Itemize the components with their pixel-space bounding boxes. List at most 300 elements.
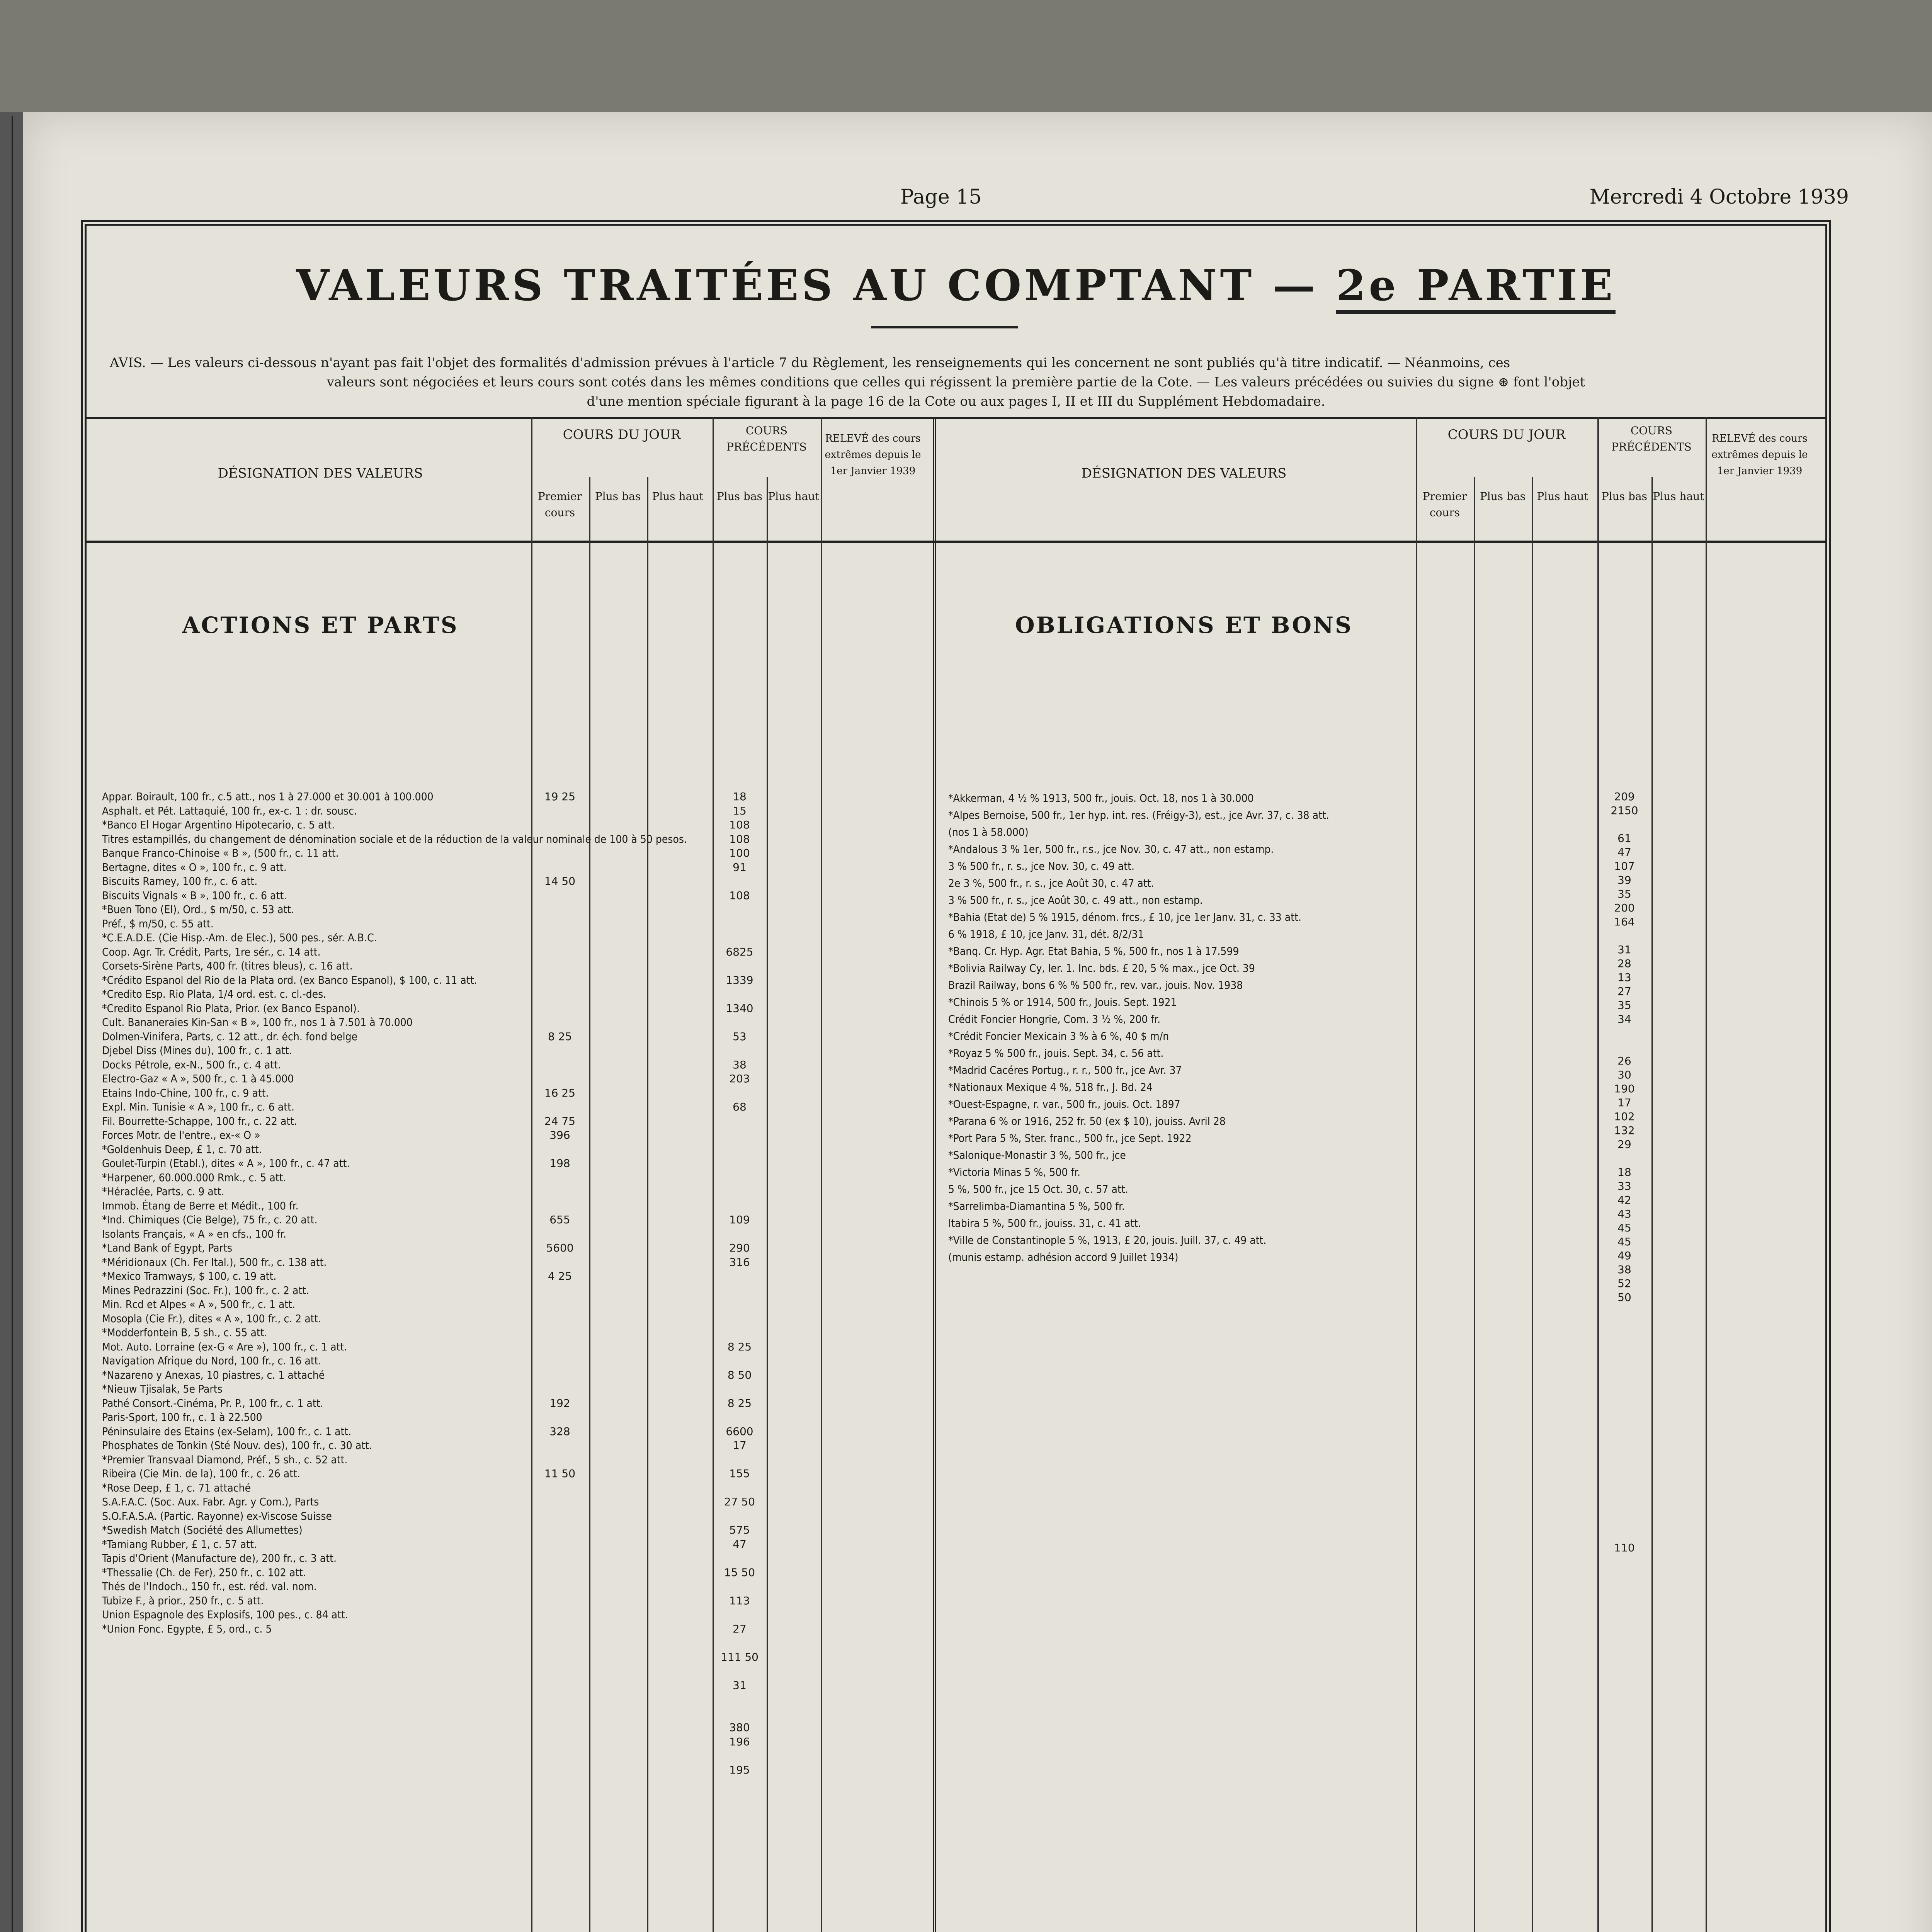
table-row: Pathé Consort.-Cinéma, Pr. P., 100 fr., c. 1 att.: [102, 1396, 323, 1410]
table-row: Banque Franco-Chinoise « B », (500 fr., c. 11 att.: [102, 847, 339, 859]
prev-price-cell: [1597, 929, 1651, 943]
prev-price-cell: [713, 1777, 767, 1791]
prev-price-cell: 196: [729, 1735, 750, 1748]
first-price-cell: [531, 945, 589, 959]
prev-price-cell: 109: [729, 1213, 750, 1226]
prev-price-cell: [713, 1156, 767, 1171]
prev-price-cell: [1597, 1151, 1651, 1165]
first-price-cell: [531, 1044, 589, 1058]
prev-price-cell: 34: [1617, 1013, 1631, 1026]
table-row: *Alpes Bernoise, 500 fr., 1er hyp. int. res. (Fréigy-3), est., jce Avr. 37, c. 38 att.: [948, 809, 1329, 821]
prev-price-cell: 8 25: [727, 1340, 752, 1353]
prev-price-cell: 108: [729, 889, 750, 902]
table-row: Isolants Français, « A » en cfs., 100 fr.: [102, 1227, 287, 1240]
prev-price-cell: [713, 1664, 767, 1679]
table-row: *Ouest-Espagne, r. var., 500 fr., jouis. Oct. 1897: [948, 1098, 1180, 1111]
avis-line-2: valeurs sont négociées et leurs cours sont cotés dans les mêmes conditions que celles qui régissent la première partie de la Cote. — Les valeurs précédées ou suivies du signe ⊛ font l'objet: [327, 374, 1585, 390]
first-price-cell: [531, 1340, 589, 1354]
prev-price-cell: 27: [733, 1622, 747, 1635]
table-row: *Akkerman, 4 ½ % 1913, 500 fr., jouis. Oct. 18, nos 1 à 30.000: [948, 792, 1254, 804]
table-row: Mines Pedrazzini (Soc. Fr.), 100 fr., c. 2 att.: [102, 1284, 310, 1297]
table-row: *Victoria Minas 5 %, 500 fr.: [948, 1166, 1081, 1179]
first-price-cell: 396: [549, 1129, 570, 1141]
prev-price-cell: [713, 903, 767, 917]
prev-price-cell: [1597, 1416, 1651, 1430]
prev-price-cell: [713, 1015, 767, 1030]
first-price-cell: [531, 931, 589, 945]
first-price-cell: [531, 1015, 589, 1030]
table-row: Biscuits Ramey, 100 fr., c. 6 att.: [102, 875, 258, 888]
col-rule: [767, 477, 768, 1932]
table-header-rule: [87, 541, 1825, 543]
prev-price-cell: 132: [1614, 1124, 1635, 1137]
prev-price-cell: 33: [1617, 1180, 1631, 1192]
title-part: 2e PARTIE: [1336, 260, 1616, 314]
prev-price-cell: [1597, 1318, 1651, 1332]
prev-price-cell: [713, 1171, 767, 1185]
table-row: *Parana 6 % or 1916, 252 fr. 50 (ex $ 10), jouiss. Avril 28: [948, 1115, 1226, 1128]
prev-price-cell: [713, 1199, 767, 1213]
table-row: Paris-Sport, 100 fr., c. 1 à 22.500: [102, 1411, 262, 1423]
table-row: Expl. Min. Tunisie « A », 100 fr., c. 6 att.: [102, 1100, 294, 1113]
prev-price-cell: [1597, 1458, 1651, 1471]
first-price-cell: [531, 832, 589, 847]
table-row: Etains Indo-Chine, 100 fr., c. 9 att.: [102, 1086, 269, 1099]
prev-price-cell: 49: [1617, 1249, 1631, 1262]
prev-price-cell: 38: [1617, 1263, 1631, 1276]
first-price-cell: [531, 917, 589, 931]
prev-price-cell: [713, 1227, 767, 1242]
first-price-cell: 11 50: [544, 1467, 576, 1480]
page-number: Page 15: [900, 185, 982, 209]
title-rule: [871, 326, 1018, 328]
first-price-cell: 655: [549, 1213, 570, 1226]
first-price-cell: [531, 1326, 589, 1340]
first-price-cell: [531, 1298, 589, 1312]
prev-price-cell: 6825: [726, 945, 753, 958]
right-cours-du-jour-header: COURS DU JOUR: [1447, 427, 1566, 442]
first-price-cell: [531, 1368, 589, 1383]
prev-price-cell: [713, 931, 767, 945]
right-premier-cours-header: Premier cours: [1422, 490, 1467, 519]
first-price-cell: [531, 1495, 589, 1509]
actions-prev-price-column: [713, 790, 767, 1805]
first-price-cell: [531, 804, 589, 818]
first-price-cell: 328: [549, 1425, 570, 1438]
first-price-cell: [531, 1551, 589, 1566]
prev-price-cell: [1597, 1360, 1651, 1374]
table-row: *Union Fonc. Egypte, £ 5, ord., c. 5: [102, 1622, 272, 1635]
prev-price-cell: 290: [729, 1242, 750, 1254]
first-price-cell: [531, 889, 589, 903]
prev-price-cell: 107: [1614, 860, 1635, 872]
left-cours-du-jour-header: COURS DU JOUR: [563, 427, 681, 442]
page-title: [87, 260, 1825, 310]
prev-price-cell: [713, 1636, 767, 1650]
left-cours-precedents-header: COURS PRÉCÉDENTS: [726, 424, 807, 453]
table-row: *Buen Tono (El), Ord., $ m/50, c. 53 att.: [102, 903, 294, 916]
prev-price-cell: 155: [729, 1467, 750, 1480]
prev-price-cell: 53: [733, 1030, 747, 1043]
prev-price-cell: 8 50: [727, 1368, 752, 1381]
table-row: Préf., $ m/50, c. 55 att.: [102, 917, 214, 930]
table-row: Brazil Railway, bons 6 % % 500 fr., rev. var., jouis. Nov. 1938: [948, 979, 1243, 992]
prev-price-cell: 29: [1617, 1138, 1631, 1151]
first-price-cell: [531, 1354, 589, 1368]
prev-price-cell: [713, 1551, 767, 1566]
prev-price-cell: [713, 1269, 767, 1284]
prev-price-cell: [713, 1044, 767, 1058]
prev-price-cell: 203: [729, 1072, 750, 1085]
first-price-cell: [531, 818, 589, 832]
table-row: *Thessalie (Ch. de Fer), 250 fr., c. 102 att.: [102, 1566, 306, 1579]
prev-price-cell: [713, 1692, 767, 1707]
first-price-cell: [531, 1566, 589, 1580]
table-row: Electro-Gaz « A », 500 fr., c. 1 à 45.000: [102, 1072, 294, 1085]
prev-price-cell: 100: [729, 847, 750, 859]
first-price-cell: [531, 1058, 589, 1072]
table-row: (nos 1 à 58.000): [948, 826, 1029, 838]
table-row: 3 % 500 fr., r. s., jce Nov. 30, c. 49 att.: [948, 860, 1134, 872]
prev-price-cell: 111 50: [721, 1650, 759, 1663]
table-row: Ribeira (Cie Min. de la), 100 fr., c. 26 att.: [102, 1467, 300, 1480]
prev-price-cell: 13: [1617, 971, 1631, 984]
table-row: 3 % 500 fr., r. s., jce Août 30, c. 49 att., non estamp.: [948, 894, 1203, 906]
prev-price-cell: [713, 1749, 767, 1763]
first-price-cell: [531, 1509, 589, 1524]
first-price-cell: [531, 846, 589, 861]
first-price-cell: [531, 1185, 589, 1199]
table-row: *Méridionaux (Ch. Fer Ital.), 500 fr., c. 138 att.: [102, 1255, 327, 1269]
first-price-cell: [531, 1410, 589, 1425]
table-row: Appar. Boirault, 100 fr., c.5 att., nos 1 à 27.000 et 30.001 à 100.000: [102, 790, 434, 803]
table-row: Mosopla (Cie Fr.), dites « A », 100 fr., c. 2 att.: [102, 1312, 321, 1325]
table-row: Navigation Afrique du Nord, 100 fr., c. 16 att.: [102, 1354, 321, 1367]
table-row: *Rose Deep, £ 1, c. 71 attaché: [102, 1481, 251, 1494]
table-row: *Salonique-Monastir 3 %, 500 fr., jce: [948, 1149, 1126, 1162]
first-price-cell: 4 25: [548, 1270, 572, 1282]
table-row: *Ind. Chimiques (Cie Belge), 75 fr., c. 20 att.: [102, 1213, 318, 1226]
col-rule: [589, 477, 590, 1932]
prev-price-cell: 45: [1617, 1221, 1631, 1234]
table-row: *Madrid Cacéres Portug., r. r., 500 fr., jce Avr. 37: [948, 1064, 1182, 1077]
prev-price-cell: 1339: [726, 973, 753, 986]
first-price-cell: [531, 1312, 589, 1326]
first-price-cell: [531, 1255, 589, 1270]
prev-price-cell: 17: [733, 1439, 747, 1452]
prev-price-cell: [713, 1114, 767, 1129]
prev-price-cell: [713, 1326, 767, 1340]
prev-price-cell: 18: [733, 790, 747, 803]
right-prev-plus-haut-header: Plus haut: [1653, 490, 1704, 503]
prev-price-cell: [713, 1791, 767, 1806]
prev-price-cell: [713, 874, 767, 889]
prev-price-cell: [713, 1481, 767, 1495]
table-top-rule: [87, 417, 1825, 419]
prev-price-cell: [1597, 1499, 1651, 1513]
first-price-cell: [531, 1171, 589, 1185]
prev-price-cell: 31: [733, 1679, 747, 1692]
prev-price-cell: [713, 1354, 767, 1368]
table-row: *Andalous 3 % 1er, 500 fr., r.s., jce Nov. 30, c. 47 att., non estamp.: [948, 843, 1274, 855]
first-price-cell: 16 25: [544, 1086, 576, 1099]
first-price-cell: [531, 1537, 589, 1552]
newspaper-page: [23, 112, 1932, 1932]
table-row: S.A.F.A.C. (Soc. Aux. Fabr. Agr. y Com.), Parts: [102, 1495, 319, 1508]
prev-price-cell: 38: [733, 1058, 747, 1071]
table-row: Crédit Foncier Hongrie, Com. 3 ½ %, 200 fr.: [948, 1013, 1161, 1026]
table-row: Mot. Auto. Lorraine (ex-G « Are »), 100 fr., c. 1 att.: [102, 1340, 347, 1353]
table-row: *Nationaux Mexique 4 %, 518 fr., J. Bd. 24: [948, 1081, 1153, 1094]
prev-price-cell: 380: [729, 1721, 750, 1734]
actions-section-title: ACTIONS ET PARTS: [182, 612, 459, 638]
prev-price-cell: [713, 1298, 767, 1312]
prev-price-cell: 15: [733, 804, 747, 817]
table-row: *Héraclée, Parts, c. 9 att.: [102, 1185, 224, 1198]
left-prev-plus-haut-header: Plus haut: [768, 490, 820, 503]
left-premier-cours-header: Premier cours: [537, 490, 582, 519]
actions-first-price-column: [531, 790, 589, 1622]
prev-price-cell: [713, 1143, 767, 1157]
first-price-cell: [531, 1284, 589, 1298]
prev-price-cell: 50: [1617, 1291, 1631, 1304]
right-plus-haut-header: Plus haut: [1537, 490, 1588, 503]
table-row: Docks Pétrole, ex-N., 500 fr., c. 4 att.: [102, 1058, 281, 1071]
prev-price-cell: 200: [1614, 901, 1635, 914]
table-row: *Crédito Espanol del Rio de la Plata ord. (ex Banco Espanol), $ 100, c. 11 att.: [102, 973, 477, 986]
prev-price-cell: 316: [729, 1255, 750, 1269]
prev-price-cell: 35: [1617, 888, 1631, 900]
prev-price-cell: [713, 1382, 767, 1396]
prev-price-cell: 164: [1614, 915, 1635, 928]
table-row: Corsets-Sirène Parts, 400 fr. (titres bleus), c. 16 att.: [102, 959, 353, 972]
prev-price-cell: 2150: [1611, 804, 1638, 817]
avis-line-3: d'une mention spéciale figurant à la page 16 de la Cote ou aux pages I, II et III du Supplément Hebdomadaire.: [587, 394, 1325, 409]
table-row: *Credito Esp. Rio Plata, 1/4 ord. est. c. cl.-des.: [102, 988, 327, 1000]
table-row: Coop. Agr. Tr. Crédit, Parts, 1re sér., c. 14 att.: [102, 945, 321, 958]
prev-price-cell: [1597, 1304, 1651, 1318]
col-rule: [1651, 477, 1653, 1932]
prev-price-cell: 47: [733, 1537, 747, 1551]
table-row: *Ville de Constantinople 5 %, 1913, £ 20, jouis. Juill. 37, c. 49 att.: [948, 1234, 1267, 1247]
first-price-cell: [531, 903, 589, 917]
prev-price-cell: [713, 1185, 767, 1199]
obligations-prev-price-column: [1597, 790, 1651, 1555]
prev-price-cell: 61: [1617, 832, 1631, 845]
table-row: *Harpener, 60.000.000 Rmk., c. 5 att.: [102, 1171, 286, 1184]
right-designation-header: DÉSIGNATION DES VALEURS: [1081, 466, 1287, 481]
prev-price-cell: [1597, 1026, 1651, 1040]
table-row: *C.E.A.D.E. (Cie Hisp.-Am. de Elec.), 500 pes., sér. A.B.C.: [102, 931, 377, 944]
table-row: *Nazareno y Anexas, 10 piastres, c. 1 attaché: [102, 1368, 325, 1381]
table-row: *Royaz 5 % 500 fr., jouis. Sept. 34, c. 56 att.: [948, 1047, 1164, 1060]
table-row: Thés de l'Indoch., 150 fr., est. réd. val. nom.: [102, 1580, 317, 1593]
left-releve-header: RELEVÉ des cours extrêmes depuis le 1er Janvier 1939: [825, 433, 921, 477]
table-row: Péninsulaire des Etains (ex-Selam), 100 fr., c. 1 att.: [102, 1425, 352, 1438]
table-row: *Tamiang Rubber, £ 1, c. 57 att.: [102, 1537, 257, 1551]
prev-price-cell: [713, 1410, 767, 1425]
prev-price-cell: 1340: [726, 1002, 753, 1015]
prev-price-cell: 108: [729, 832, 750, 845]
prev-price-cell: 45: [1617, 1235, 1631, 1248]
table-row: Bertagne, dites « O », 100 fr., c. 9 att.: [102, 861, 287, 874]
right-cours-precedents-header: COURS PRÉCÉDENTS: [1611, 424, 1692, 453]
col-rule: [1416, 417, 1417, 1932]
table-row: Biscuits Vignals « B », 100 fr., c. 6 att.: [102, 889, 287, 902]
first-price-cell: [531, 1382, 589, 1396]
prev-price-cell: [713, 1608, 767, 1622]
table-row: Tapis d'Orient (Manufacture de), 200 fr., c. 3 att.: [102, 1552, 337, 1565]
table-row: Fil. Bourrette-Schappe, 100 fr., c. 22 att.: [102, 1114, 298, 1128]
table-row: (munis estamp. adhésion accord 9 Juillet 1934): [948, 1251, 1179, 1264]
prev-price-cell: 52: [1617, 1277, 1631, 1290]
first-price-cell: [531, 1143, 589, 1157]
table-row: Phosphates de Tonkin (Sté Nouv. des), 100 fr., c. 30 att.: [102, 1439, 372, 1452]
table-row: Cult. Bananeraies Kin-San « B », 100 fr., nos 1 à 7.501 à 70.000: [102, 1016, 413, 1029]
page-header: [23, 185, 1932, 216]
table-row: *Mexico Tramways, $ 100, c. 19 att.: [102, 1270, 277, 1282]
prev-price-cell: [1597, 1040, 1651, 1054]
col-rule: [1474, 477, 1475, 1932]
first-price-cell: [531, 1594, 589, 1608]
prev-price-cell: 39: [1617, 874, 1631, 886]
prev-price-cell: 17: [1617, 1096, 1631, 1109]
table-row: Union Espagnole des Explosifs, 100 pes., c. 84 att.: [102, 1608, 348, 1621]
page-date: Mercredi 4 Octobre 1939: [1589, 185, 1849, 209]
avis-notice: [110, 353, 1802, 411]
table-row: *Banco El Hogar Argentino Hipotecario, c. 5 att.: [102, 818, 335, 831]
table-row: *Swedish Match (Société des Allumettes): [102, 1524, 303, 1536]
first-price-cell: [531, 1523, 589, 1537]
obligations-list: [948, 790, 1412, 1266]
left-plus-bas-header: Plus bas: [595, 490, 641, 503]
table-row: Itabira 5 %, 500 fr., jouiss. 31, c. 41 att.: [948, 1217, 1141, 1230]
prev-price-cell: [713, 1707, 767, 1721]
prev-price-cell: [1597, 1374, 1651, 1388]
col-rule: [821, 417, 822, 1932]
first-price-cell: 192: [549, 1396, 570, 1410]
table-row: S.O.F.A.S.A. (Partic. Rayonne) ex-Viscose Suisse: [102, 1509, 332, 1522]
table-row: 6 % 1918, £ 10, jce Janv. 31, dét. 8/2/31: [948, 928, 1144, 940]
table-row: *Credito Espanol Rio Plata, Prior. (ex Banco Espanol).: [102, 1002, 360, 1015]
prev-price-cell: 209: [1614, 790, 1635, 803]
table-row: Dolmen-Vinifera, Parts, c. 12 att., dr. éch. fond belge: [102, 1030, 358, 1043]
first-price-cell: [531, 1199, 589, 1213]
table-row: Asphalt. et Pét. Lattaquié, 100 fr., ex-c. 1 : dr. sousc.: [102, 804, 357, 817]
prev-price-cell: [1597, 1471, 1651, 1485]
table-row: *Bolivia Railway Cy, ler. 1. Inc. bds. £ 20, 5 % max., jce Oct. 39: [948, 962, 1255, 975]
prev-price-cell: [1597, 1388, 1651, 1402]
first-price-cell: [531, 1453, 589, 1467]
prev-price-cell: [1597, 1485, 1651, 1499]
prev-price-cell: [713, 1284, 767, 1298]
prev-price-cell: [1597, 1346, 1651, 1360]
first-price-cell: [531, 1100, 589, 1114]
prev-price-cell: 102: [1614, 1110, 1635, 1123]
prev-price-cell: 91: [733, 861, 747, 874]
table-row: *Modderfontein B, 5 sh., c. 55 att.: [102, 1326, 267, 1339]
prev-price-cell: [1597, 1444, 1651, 1458]
prev-price-cell: 27: [1617, 985, 1631, 998]
right-plus-bas-header: Plus bas: [1480, 490, 1526, 503]
prev-price-cell: 8 25: [727, 1396, 752, 1410]
prev-price-cell: [713, 1086, 767, 1100]
right-prev-plus-bas-header: Plus bas: [1601, 490, 1648, 503]
prev-price-cell: [713, 959, 767, 973]
col-rule: [1532, 477, 1533, 1932]
prev-price-cell: 15 50: [724, 1566, 755, 1579]
col-rule: [647, 477, 648, 1932]
prev-price-cell: 26: [1617, 1054, 1631, 1067]
prev-price-cell: 31: [1617, 943, 1631, 956]
column-divider: [933, 417, 936, 1932]
content-frame: [81, 220, 1831, 1932]
prev-price-cell: 27 50: [724, 1495, 755, 1508]
first-price-cell: [531, 1227, 589, 1242]
prev-price-cell: [713, 1580, 767, 1594]
table-row: 5 %, 500 fr., jce 15 Oct. 30, c. 57 att.: [948, 1183, 1128, 1196]
avis-line-1: AVIS. — Les valeurs ci-dessous n'ayant pas fait l'objet des formalités d'admission prévues à l'article 7 du Règlement, les renseignements qui les concernent ne sont publiés qu'à titre indicatif. — Néanmoins, ces: [110, 355, 1510, 371]
table-row: *Sarrelimba-Diamantina 5 %, 500 fr.: [948, 1200, 1125, 1213]
left-plus-haut-header: Plus haut: [652, 490, 704, 503]
prev-price-cell: 190: [1614, 1082, 1635, 1095]
table-row: Goulet-Turpin (Etabl.), dites « A », 100 fr., c. 47 att.: [102, 1157, 350, 1170]
first-price-cell: 19 25: [544, 790, 576, 803]
first-price-cell: [531, 959, 589, 973]
first-price-cell: [531, 1580, 589, 1594]
table-row: 2e 3 %, 500 fr., r. s., jce Août 30, c. 47 att.: [948, 877, 1154, 889]
table-row: Tubize F., à prior., 250 fr., c. 5 att.: [102, 1594, 264, 1607]
prev-price-cell: 113: [729, 1594, 750, 1607]
prev-price-cell: 68: [733, 1100, 747, 1113]
prev-price-cell: [713, 917, 767, 931]
prev-price-cell: 28: [1617, 957, 1631, 970]
prev-price-cell: [713, 987, 767, 1002]
first-price-cell: [531, 1072, 589, 1086]
prev-price-cell: [713, 1453, 767, 1467]
table-row: *Nieuw Tjisalak, 5e Parts: [102, 1383, 223, 1395]
left-prev-plus-bas-header: Plus bas: [716, 490, 763, 503]
prev-price-cell: 47: [1617, 846, 1631, 859]
title-main: VALEURS TRAITÉES AU COMPTANT —: [296, 260, 1336, 310]
first-price-cell: 5600: [546, 1242, 574, 1254]
first-price-cell: 14 50: [544, 875, 576, 888]
table-row: *Bahia (Etat de) 5 % 1915, dénom. frcs., £ 10, jce 1er Janv. 31, c. 33 att.: [948, 911, 1301, 923]
first-price-cell: [531, 973, 589, 988]
right-releve-header: RELEVÉ des cours extrêmes depuis le 1er Janvier 1939: [1711, 433, 1808, 477]
table-row: Min. Rcd et Alpes « A », 500 fr., c. 1 att.: [102, 1298, 296, 1311]
prev-price-cell: 195: [729, 1763, 750, 1776]
first-price-cell: 24 75: [544, 1114, 576, 1128]
table-row: Forces Motr. de l'entre., ex-« O »: [102, 1129, 260, 1141]
prev-price-cell: [1597, 818, 1651, 832]
prev-price-cell: 43: [1617, 1208, 1631, 1220]
first-price-cell: [531, 1608, 589, 1622]
left-designation-header: DÉSIGNATION DES VALEURS: [218, 466, 423, 481]
prev-price-cell: 18: [1617, 1166, 1631, 1179]
prev-price-cell: 110: [1614, 1541, 1635, 1554]
prev-price-cell: [1597, 1402, 1651, 1416]
prev-price-cell: [1597, 1527, 1651, 1541]
first-price-cell: [531, 1439, 589, 1453]
prev-price-cell: [713, 1509, 767, 1524]
prev-price-cell: 42: [1617, 1194, 1631, 1206]
table-row: *Premier Transvaal Diamond, Préf., 5 sh., c. 52 att.: [102, 1453, 348, 1466]
table-row: *Goldenhuis Deep, £ 1, c. 70 att.: [102, 1143, 262, 1156]
prev-price-cell: [1597, 1430, 1651, 1444]
prev-price-cell: [713, 1312, 767, 1326]
prev-price-cell: 30: [1617, 1068, 1631, 1081]
